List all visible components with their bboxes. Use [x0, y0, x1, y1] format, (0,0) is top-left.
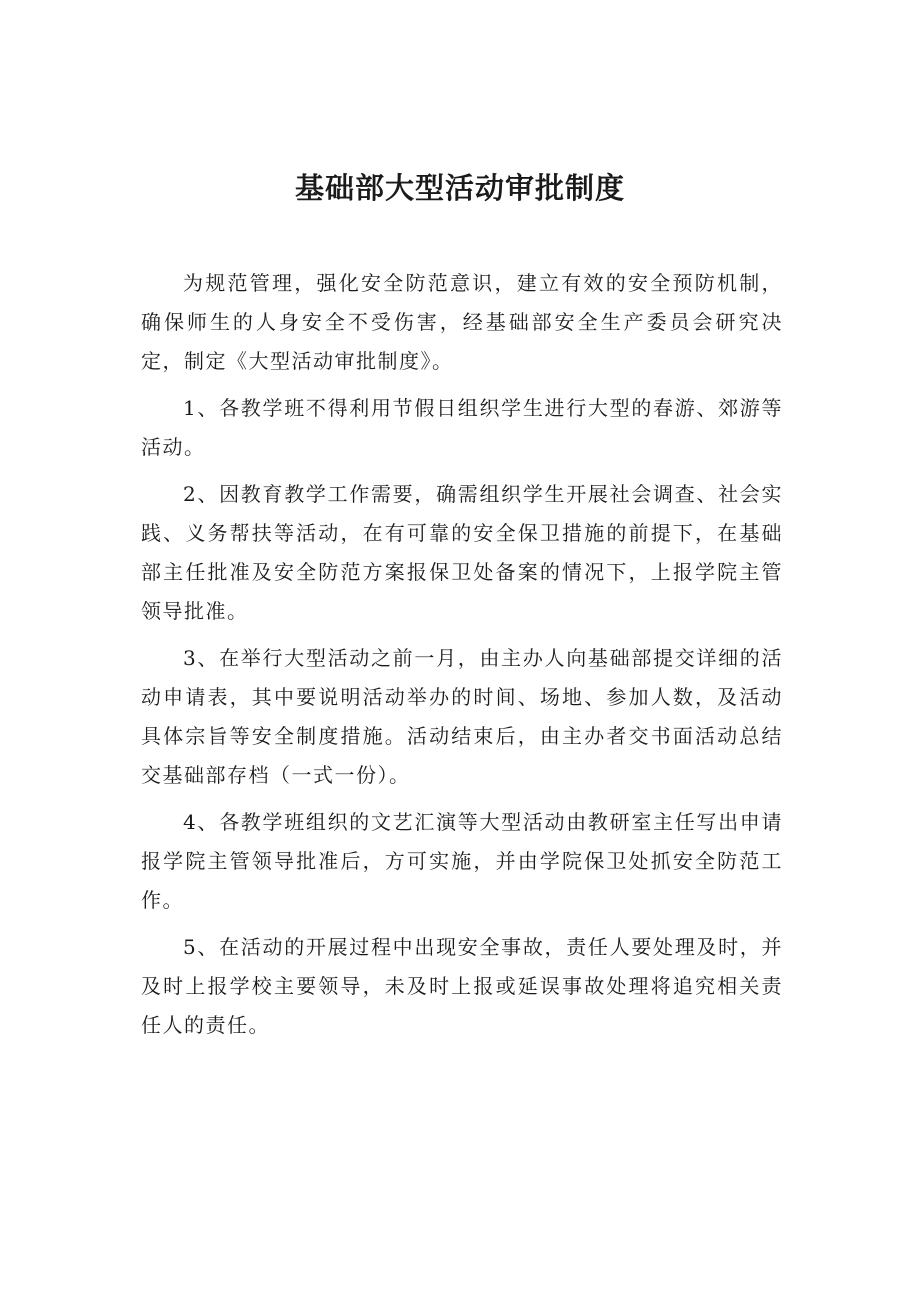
- rule-5-paragraph: 5、在活动的开展过程中出现安全事故，责任人要处理及时，并及时上报学校主要领导，未及时上报或延误事故处理将追究相关责任人的责任。: [141, 935, 783, 1037]
- document-title: 基础部大型活动审批制度: [294, 171, 625, 205]
- rule-3-paragraph: 3、在举行大型活动之前一月，由主办人向基础部提交详细的活动申请表，其中要说明活动举办的时间、场地、参加人数，及活动具体宗旨等安全制度措施。活动结束后，由主办者交书面活动总结交基础部存档（一式一份）。: [141, 646, 783, 787]
- rule-2-paragraph: 2、因教育教学工作需要，确需组织学生开展社会调查、社会实践、义务帮扶等活动，在有可靠的安全保卫措施的前提下，在基础部主任批准及安全防范方案报保卫处备案的情况下，上报学院主管领导批准。: [141, 482, 783, 623]
- document-body: [141, 264, 783, 1053]
- rule-1-paragraph: 1、各教学班不得利用节假日组织学生进行大型的春游、郊游等活动。: [141, 396, 783, 459]
- rule-4-paragraph: 4、各教学班组织的文艺汇演等大型活动由教研室主任写出申请报学院主管领导批准后，方可实施，并由学院保卫处抓安全防范工作。: [141, 810, 783, 912]
- intro-paragraph: 为规范管理，强化安全防范意识，建立有效的安全预防机制，确保师生的人身安全不受伤害，经基础部安全生产委员会研究决定，制定《大型活动审批制度》。: [141, 271, 783, 373]
